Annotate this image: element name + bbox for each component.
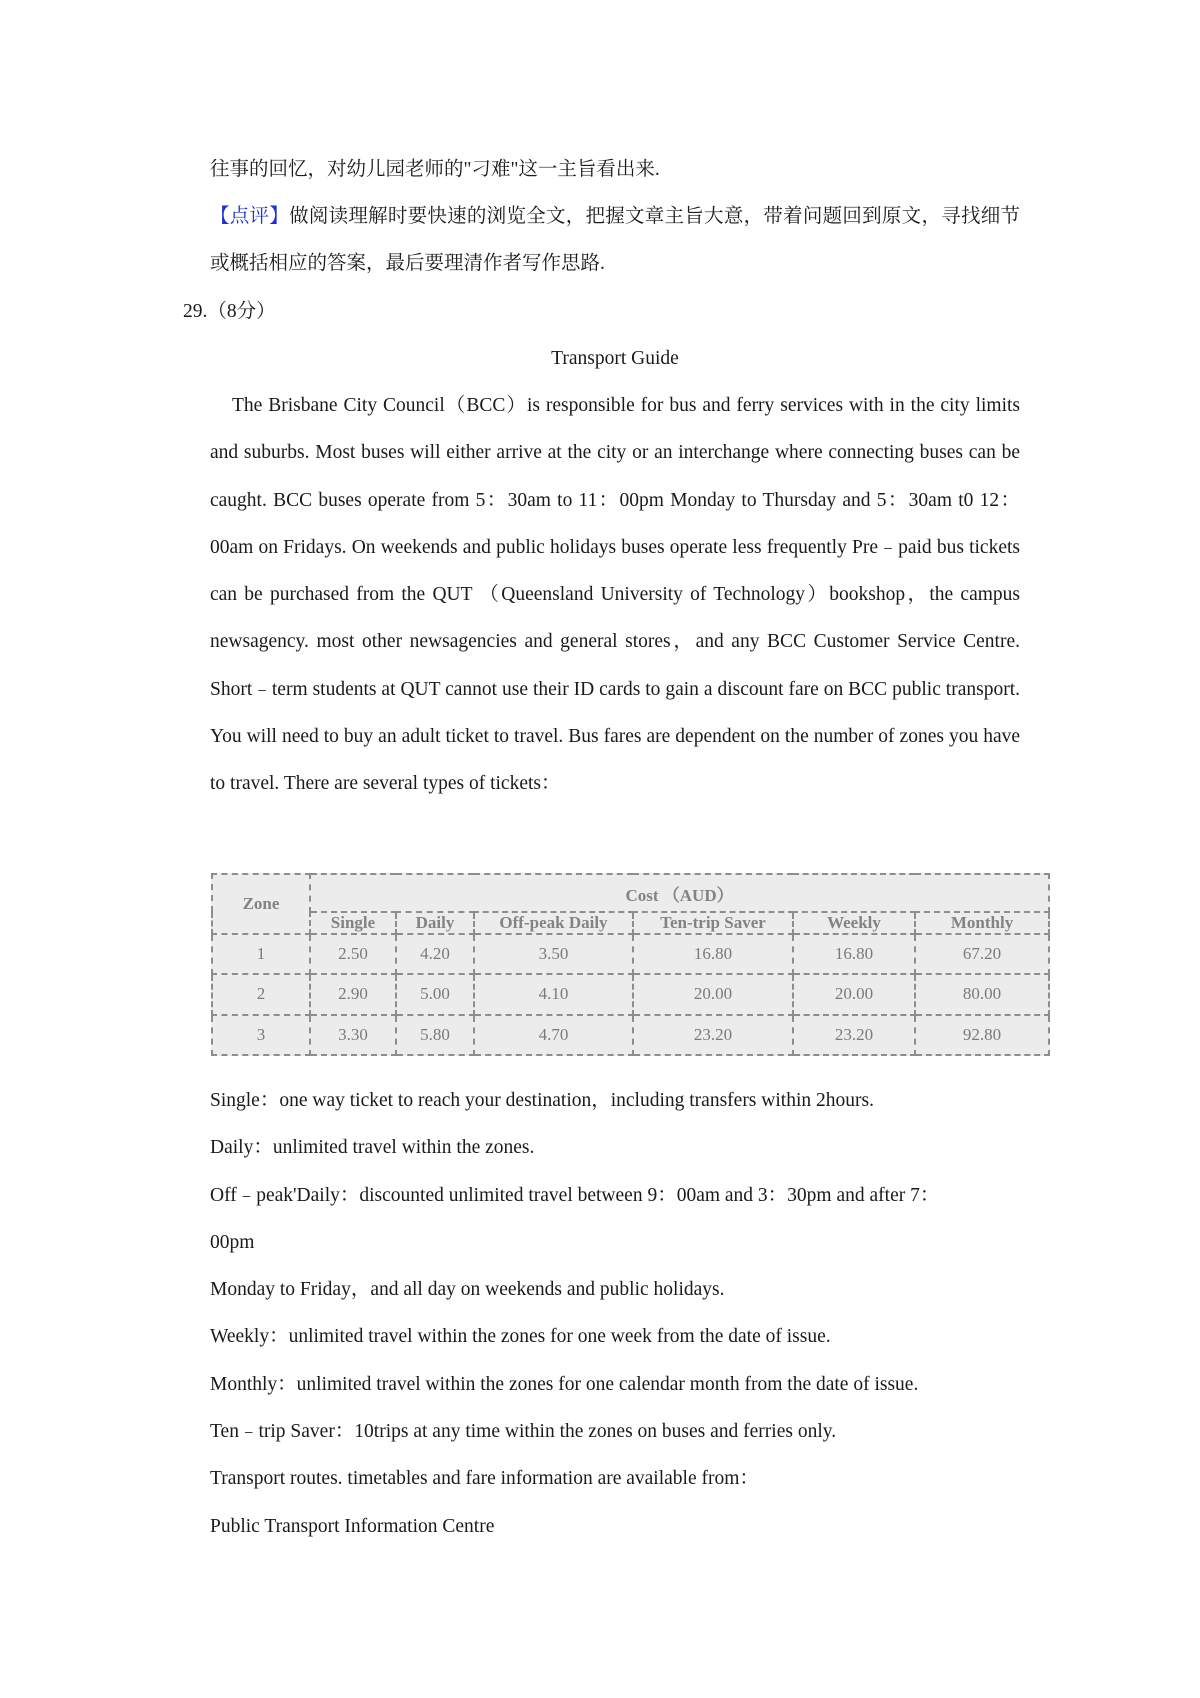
- intro-line: 往事的回忆，对幼儿园老师的"刁难"这一主旨看出来.: [210, 159, 660, 180]
- fare-column-header: Daily: [396, 912, 474, 934]
- fare-column-header: Weekly: [793, 912, 915, 934]
- comment-tag: 【点评】: [210, 206, 290, 227]
- fare-cell: 20.00: [633, 974, 793, 1014]
- routes-line: Transport routes. timetables and fare information are available from：: [210, 1468, 759, 1489]
- def-daily: Daily：unlimited travel within the zones.: [210, 1137, 535, 1158]
- table-row: [212, 934, 1049, 974]
- fare-cell: 2.50: [310, 934, 396, 974]
- def-single: Single：one way ticket to reach your destination，including transfers within 2hours.: [210, 1090, 874, 1111]
- fare-column-header: Single: [310, 912, 396, 934]
- zone-cell: 3: [212, 1015, 310, 1055]
- fare-cell: 92.80: [915, 1015, 1049, 1055]
- def-offpeak-line1: Off﹣peak'Daily：discounted unlimited travel between 9：00am and 3：30pm and after 7：: [210, 1185, 940, 1206]
- fare-cell: 2.90: [310, 974, 396, 1014]
- fare-column-header: Monthly: [915, 912, 1049, 934]
- passage-paragraph: The Brisbane City Council（BCC）is responsible for bus and ferry services with in the city limits and suburbs. Most buses will either arrive at the city or an interchange where connecting buses can be caught. BCC buses operate from 5：30am to 11：00pm Monday to Thursday and 5：30am t0 12：00am on Fridays. On weekends and public holidays buses operate less frequently Pre﹣paid bus tickets can be purchased from the QUT （Queensland University of Technology）bookshop，the campus newsagency. most other newsagencies and general stores，and any BCC Customer Service Centre. Short﹣term students at QUT cannot use their ID cards to gain a discount fare on BCC public transport. You will need to buy an adult ticket to travel. Bus fares are dependent on the number of zones you have to travel. There are several types of tickets：: [210, 395, 1020, 795]
- fare-cell: 3.50: [474, 934, 633, 974]
- fare-column-header: Ten-trip Saver: [633, 912, 793, 934]
- def-offpeak-line2: 00pm: [210, 1232, 255, 1253]
- fare-cell: 80.00: [915, 974, 1049, 1014]
- fare-cell: 67.20: [915, 934, 1049, 974]
- fare-cell: 4.10: [474, 974, 633, 1014]
- comment-text: 做阅读理解时要快速的浏览全文，把握文章主旨大意，带着问题回到原文，寻找细节或概括相应的答案，最后要理清作者写作思路.: [210, 206, 1020, 275]
- fare-cell: 23.20: [793, 1015, 915, 1055]
- table-row: [212, 1015, 1049, 1055]
- cost-header: Cost （AUD）: [310, 874, 1049, 912]
- def-tentrip: Ten﹣trip Saver：10trips at any time within the zones on buses and ferries only.: [210, 1421, 837, 1442]
- def-weekly: Weekly：unlimited travel within the zones for one week from the date of issue.: [210, 1326, 831, 1347]
- info-centre-line: Public Transport Information Centre: [210, 1516, 495, 1537]
- fare-cell: 23.20: [633, 1015, 793, 1055]
- fare-column-header: Off-peak Daily: [474, 912, 633, 934]
- fare-cell: 16.80: [793, 934, 915, 974]
- zone-header: Zone: [212, 874, 310, 934]
- passage-title: Transport Guide: [551, 348, 679, 369]
- fare-cell: 4.20: [396, 934, 474, 974]
- question-number: 29.（8分）: [183, 301, 276, 322]
- zone-cell: 1: [212, 934, 310, 974]
- fare-cell: 20.00: [793, 974, 915, 1014]
- comment-paragraph: [210, 193, 1020, 288]
- fare-cell: 5.00: [396, 974, 474, 1014]
- fare-cell: 16.80: [633, 934, 793, 974]
- zone-cell: 2: [212, 974, 310, 1014]
- def-offpeak-line3: Monday to Friday，and all day on weekends and public holidays.: [210, 1279, 725, 1300]
- fare-cell: 4.70: [474, 1015, 633, 1055]
- fare-cell: 5.80: [396, 1015, 474, 1055]
- def-monthly: Monthly：unlimited travel within the zones for one calendar month from the date of issue.: [210, 1374, 919, 1395]
- table-row: [212, 974, 1049, 1014]
- fare-cell: 3.30: [310, 1015, 396, 1055]
- fare-table: [211, 873, 1050, 1056]
